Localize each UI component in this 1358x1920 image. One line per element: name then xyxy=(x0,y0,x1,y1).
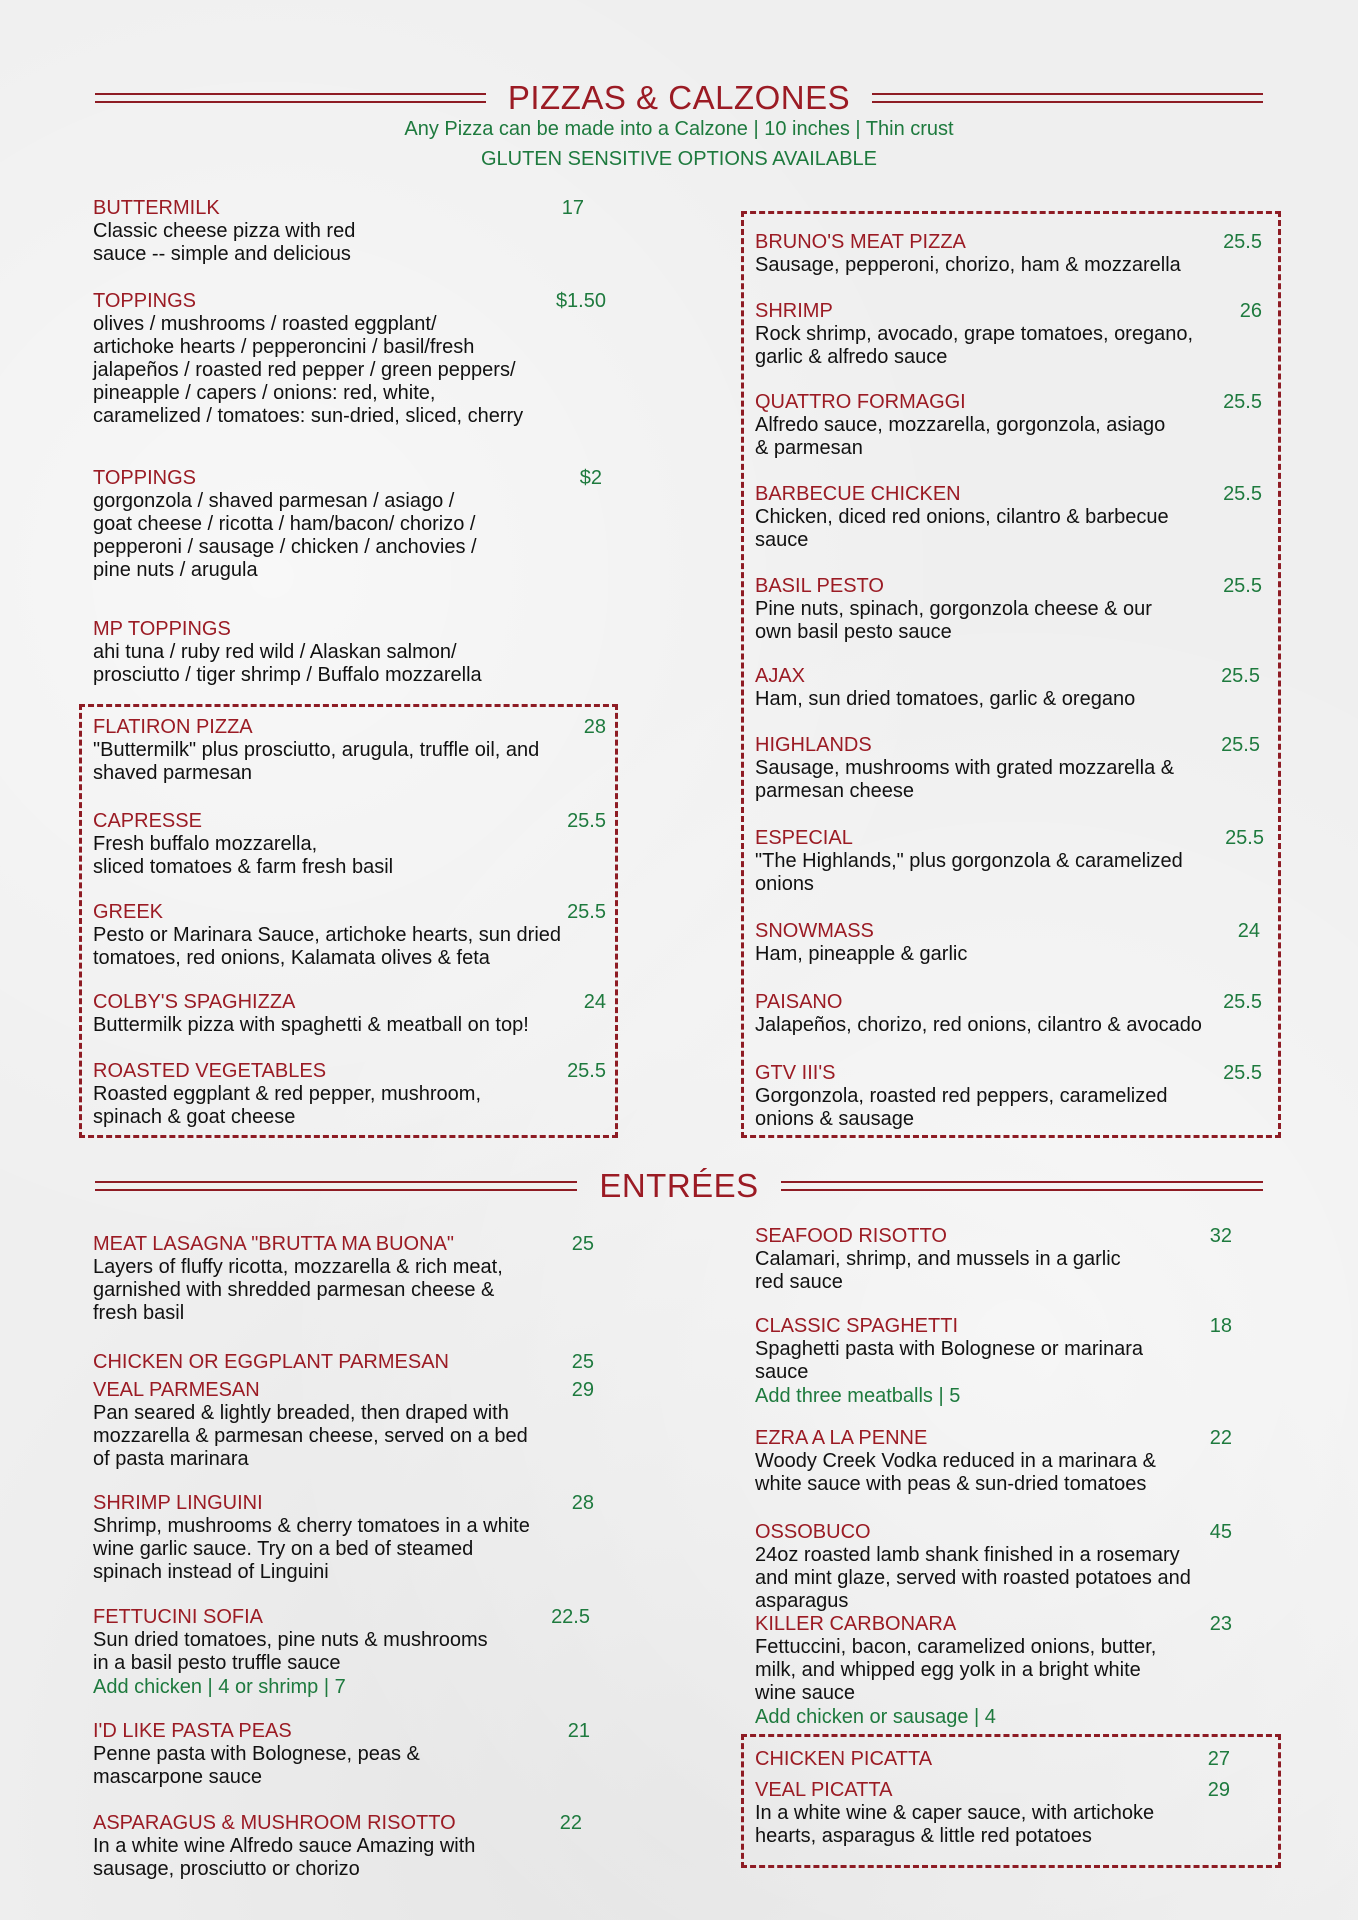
item-description: Sausage, pepperoni, chorizo, ham & mozzarella xyxy=(755,254,1181,276)
item-description: "Buttermilk" plus prosciutto, arugula, truffle oil, and shaved parmesan xyxy=(93,739,540,784)
item-price: 22 xyxy=(1209,1427,1232,1449)
item-name: CHICKEN PICATTA xyxy=(755,1748,933,1770)
menu-item-bruno-s-meat-pizza xyxy=(755,230,1275,277)
item-price: 22 xyxy=(559,1812,582,1834)
item-name: FLATIRON PIZZA xyxy=(93,716,253,738)
item-name: VEAL PARMESAN xyxy=(93,1379,260,1401)
item-name: VEAL PICATTA xyxy=(755,1779,893,1801)
menu-item-toppings xyxy=(93,289,608,428)
item-name: EZRA A LA PENNE xyxy=(755,1427,928,1449)
menu-item-veal-picatta xyxy=(755,1778,1275,1848)
menu-item-roasted-vegetables xyxy=(93,1059,608,1129)
item-price: 24 xyxy=(1237,920,1260,942)
item-name: OSSOBUCO xyxy=(755,1521,871,1543)
item-price: $1.50 xyxy=(555,290,606,312)
item-price: 25.5 xyxy=(1223,391,1262,413)
item-price: 22.5 xyxy=(551,1606,590,1628)
item-name: AJAX xyxy=(755,665,806,687)
item-price: 24 xyxy=(583,991,606,1013)
item-description: Penne pasta with Bolognese, peas & mascarpone sauce xyxy=(93,1743,420,1788)
item-price: 32 xyxy=(1209,1225,1232,1247)
item-name: BARBECUE CHICKEN xyxy=(755,483,961,505)
item-description: "The Highlands," plus gorgonzola & caramelized onions xyxy=(755,850,1183,895)
item-description: Pesto or Marinara Sauce, artichoke hearts, sun dried tomatoes, red onions, Kalamata olives & feta xyxy=(93,924,562,969)
menu-item-ezra-a-la-penne xyxy=(755,1426,1275,1496)
menu-item-ossobuco xyxy=(755,1520,1275,1613)
item-price: $2 xyxy=(579,467,602,489)
menu-item-toppings xyxy=(93,466,608,582)
menu-item-colby-s-spaghizza xyxy=(93,990,608,1037)
item-price: 25.5 xyxy=(1223,991,1262,1013)
item-price: 29 xyxy=(571,1379,594,1401)
item-description: Pan seared & lightly breaded, then draped with mozzarella & parmesan cheese, served on a bed of pasta marinara xyxy=(93,1402,528,1470)
item-price: 23 xyxy=(1209,1613,1232,1635)
heading-rule xyxy=(95,1181,577,1191)
menu-item-killer-carbonara xyxy=(755,1612,1275,1729)
item-price: 26 xyxy=(1239,300,1262,322)
item-description: Alfredo sauce, mozzarella, gorgonzola, asiago & parmesan xyxy=(755,414,1166,459)
item-description: Fettuccini, bacon, caramelized onions, butter, milk, and whipped egg yolk in a bright white wine sauce xyxy=(755,1636,1157,1704)
item-name: TOPPINGS xyxy=(93,467,196,489)
item-price: 25.5 xyxy=(567,901,606,923)
item-description: Pine nuts, spinach, gorgonzola cheese & our own basil pesto sauce xyxy=(755,598,1152,643)
item-price: 25.5 xyxy=(1223,1062,1262,1084)
menu-item-shrimp-linguini xyxy=(93,1491,613,1584)
item-description: Roasted eggplant & red pepper, mushroom, spinach & goat cheese xyxy=(93,1083,482,1128)
menu-item-highlands xyxy=(755,733,1275,803)
menu-item-snowmass xyxy=(755,919,1275,966)
item-price: 17 xyxy=(561,197,584,219)
item-description: ahi tuna / ruby red wild / Alaskan salmon/ prosciutto / tiger shrimp / Buffalo mozzarella xyxy=(93,641,482,686)
item-description: Jalapeños, chorizo, red onions, cilantro & avocado xyxy=(755,1014,1202,1036)
item-add-on: Add chicken | 4 or shrimp | 7 xyxy=(93,1676,346,1698)
item-description: Ham, pineapple & garlic xyxy=(755,943,968,965)
heading-rule xyxy=(872,93,1263,103)
entrees-title: ENTRÉES xyxy=(599,1167,759,1204)
item-name: PAISANO xyxy=(755,991,843,1013)
item-name: BRUNO'S MEAT PIZZA xyxy=(755,231,966,253)
menu-item-barbecue-chicken xyxy=(755,482,1275,552)
menu-item-basil-pesto xyxy=(755,574,1275,644)
item-price: 25.5 xyxy=(1223,575,1262,597)
item-name: COLBY'S SPAGHIZZA xyxy=(93,991,296,1013)
menu-item-fettucini-sofia xyxy=(93,1605,613,1699)
item-description: In a white wine Alfredo sauce Amazing with sausage, prosciutto or chorizo xyxy=(93,1835,476,1880)
item-name: FETTUCINI SOFIA xyxy=(93,1606,263,1628)
menu-item-buttermilk xyxy=(93,196,608,266)
item-name: CAPRESSE xyxy=(93,810,202,832)
item-price: 21 xyxy=(567,1720,590,1742)
item-description: Rock shrimp, avocado, grape tomatoes, oregano, garlic & alfredo sauce xyxy=(755,323,1194,368)
heading-rule xyxy=(95,93,486,103)
item-description: Spaghetti pasta with Bolognese or marinara sauce xyxy=(755,1338,1144,1383)
item-name: ROASTED VEGETABLES xyxy=(93,1060,327,1082)
pizzas-subtitle: Any Pizza can be made into a Calzone | 10 inches | Thin crust xyxy=(404,118,954,140)
item-add-on: Add chicken or sausage | 4 xyxy=(755,1706,996,1728)
pizzas-heading xyxy=(95,78,1263,118)
item-name: CLASSIC SPAGHETTI xyxy=(755,1315,959,1337)
item-price: 28 xyxy=(571,1492,594,1514)
item-description: gorgonzola / shaved parmesan / asiago / goat cheese / ricotta / ham/bacon/ chorizo / pepperoni / sausage / chicken / anchovies / pine nuts / arugula xyxy=(93,490,477,581)
menu-item-paisano xyxy=(755,990,1275,1037)
item-price: 25.5 xyxy=(1221,734,1260,756)
item-description: Shrimp, mushrooms & cherry tomatoes in a white wine garlic sauce. Try on a bed of steamed spinach instead of Linguini xyxy=(93,1515,530,1583)
item-name: GTV III'S xyxy=(755,1062,836,1084)
menu-item-seafood-risotto xyxy=(755,1224,1275,1294)
item-name: TOPPINGS xyxy=(93,290,196,312)
item-price: 27 xyxy=(1207,1748,1230,1770)
item-description: Fresh buffalo mozzarella, sliced tomatoes & farm fresh basil xyxy=(93,833,394,878)
item-description: Buttermilk pizza with spaghetti & meatball on top! xyxy=(93,1014,529,1036)
item-price: 28 xyxy=(583,716,606,738)
menu-item-i-d-like-pasta-peas xyxy=(93,1719,613,1789)
item-name: MP TOPPINGS xyxy=(93,618,231,640)
menu-item-quattro-formaggi xyxy=(755,390,1275,460)
menu-item-greek xyxy=(93,900,608,970)
menu-item-meat-lasagna-brutta-ma-buona xyxy=(93,1232,613,1325)
item-description: Ham, sun dried tomatoes, garlic & oregano xyxy=(755,688,1136,710)
item-description: 24oz roasted lamb shank finished in a rosemary and mint glaze, served with roasted potatoes and asparagus xyxy=(755,1544,1191,1612)
menu-item-asparagus-mushroom-risotto xyxy=(93,1811,613,1881)
item-price: 18 xyxy=(1209,1315,1232,1337)
item-description: Chicken, diced red onions, cilantro & barbecue sauce xyxy=(755,506,1169,551)
item-price: 25.5 xyxy=(567,810,606,832)
gluten-note: GLUTEN SENSITIVE OPTIONS AVAILABLE xyxy=(480,148,878,170)
item-name: ESPECIAL xyxy=(755,827,853,849)
item-name: QUATTRO FORMAGGI xyxy=(755,391,966,413)
item-price: 25.5 xyxy=(1223,483,1262,505)
entrees-heading xyxy=(95,1166,1263,1206)
item-name: ASPARAGUS & MUSHROOM RISOTTO xyxy=(93,1812,456,1834)
item-description: Calamari, shrimp, and mussels in a garlic red sauce xyxy=(755,1248,1121,1293)
item-description: Sun dried tomatoes, pine nuts & mushrooms in a basil pesto truffle sauce xyxy=(93,1629,488,1674)
menu-item-chicken-or-eggplant-parmesan xyxy=(93,1350,613,1374)
item-price: 25.5 xyxy=(1221,665,1260,687)
item-name: SNOWMASS xyxy=(755,920,874,942)
item-name: HIGHLANDS xyxy=(755,734,872,756)
item-add-on: Add three meatballs | 5 xyxy=(755,1385,961,1407)
menu-item-capresse xyxy=(93,809,608,879)
item-name: SHRIMP xyxy=(755,300,833,322)
item-price: 29 xyxy=(1207,1779,1230,1801)
item-description: Woody Creek Vodka reduced in a marinara & white sauce with peas & sun-dried tomatoes xyxy=(755,1450,1156,1495)
item-description: olives / mushrooms / roasted eggplant/ artichoke hearts / pepperoncini / basil/fresh jalapeños / roasted red pepper / green peppers/ pineapple / capers / onions: red, white, caramelized / tomatoes: sun-dried, sliced, cherry xyxy=(93,313,524,427)
item-description: Layers of fluffy ricotta, mozzarella & rich meat, garnished with shredded parmesan cheese & fresh basil xyxy=(93,1256,503,1324)
item-name: CHICKEN OR EGGPLANT PARMESAN xyxy=(93,1351,449,1373)
menu-item-shrimp xyxy=(755,299,1275,369)
menu-item-ajax xyxy=(755,664,1275,711)
item-name: MEAT LASAGNA "BRUTTA MA BUONA" xyxy=(93,1233,454,1255)
item-description: Gorgonzola, roasted red peppers, caramelized onions & sausage xyxy=(755,1085,1168,1130)
pizzas-title: PIZZAS & CALZONES xyxy=(507,79,851,116)
item-price: 25.5 xyxy=(1225,827,1264,849)
item-name: I'D LIKE PASTA PEAS xyxy=(93,1720,292,1742)
menu-item-chicken-picatta xyxy=(755,1747,1275,1771)
menu-item-mp-toppings xyxy=(93,617,608,687)
menu-item-flatiron-pizza xyxy=(93,715,608,785)
item-price: 25 xyxy=(571,1233,594,1255)
menu-item-classic-spaghetti xyxy=(755,1314,1275,1408)
item-price: 45 xyxy=(1209,1521,1232,1543)
heading-rule xyxy=(781,1181,1263,1191)
menu-item-gtv-iii-s xyxy=(755,1061,1275,1131)
item-price: 25.5 xyxy=(567,1060,606,1082)
item-name: BASIL PESTO xyxy=(755,575,884,597)
menu-item-veal-parmesan xyxy=(93,1378,613,1471)
item-description: Classic cheese pizza with red sauce -- simple and delicious xyxy=(93,220,356,265)
item-name: SHRIMP LINGUINI xyxy=(93,1492,263,1514)
item-price: 25 xyxy=(571,1351,594,1373)
item-description: In a white wine & caper sauce, with artichoke hearts, asparagus & little red potatoes xyxy=(755,1802,1155,1847)
item-price: 25.5 xyxy=(1223,231,1262,253)
item-name: GREEK xyxy=(93,901,164,923)
item-name: BUTTERMILK xyxy=(93,197,220,219)
item-name: SEAFOOD RISOTTO xyxy=(755,1225,947,1247)
item-description: Sausage, mushrooms with grated mozzarella & parmesan cheese xyxy=(755,757,1175,802)
menu-item-especial xyxy=(755,826,1275,896)
item-name: KILLER CARBONARA xyxy=(755,1613,957,1635)
